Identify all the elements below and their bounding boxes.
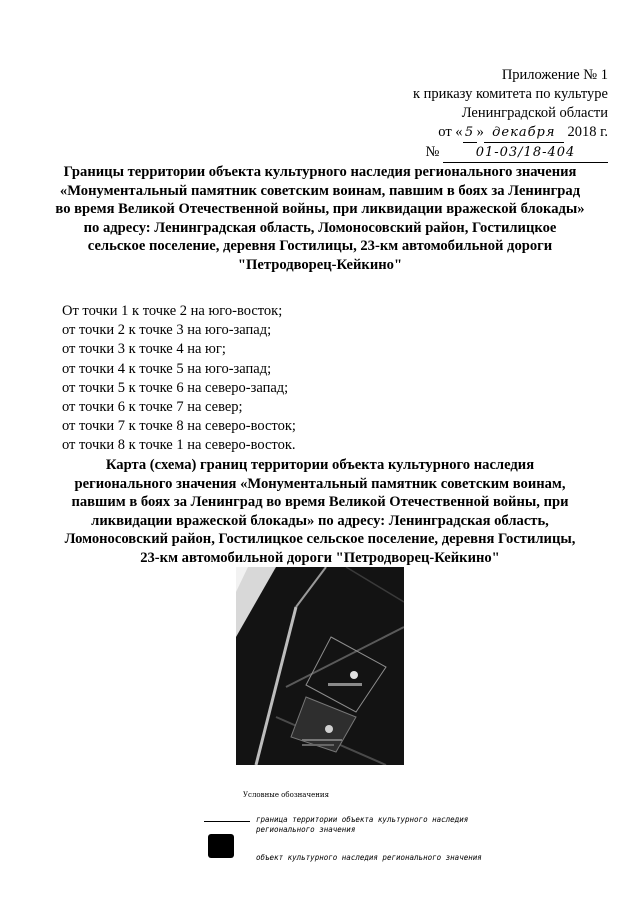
boundary-line-symbol <box>204 821 250 822</box>
map-title <box>40 456 600 567</box>
title-line: по адресу: Ленинградская область, Ломоносовский район, Гостилицкое <box>83 219 557 236</box>
list-item: от точки 4 к точке 5 на юго-запад; <box>62 360 272 377</box>
legend-label: регионального значения <box>256 825 356 834</box>
order-number-value: 01-03/18-404 <box>443 143 608 163</box>
list-item: от точки 6 к точке 7 на север; <box>62 399 243 416</box>
legend-item-object: объект культурного наследия регионального значения <box>256 853 482 862</box>
legend-heading: Условные обозначения <box>243 791 330 799</box>
order-number: № 01-03/18-404 <box>413 143 608 163</box>
order-reference: к приказу комитета по культуре <box>412 86 608 102</box>
date-month: декабря <box>484 123 564 143</box>
heritage-object-symbol <box>208 834 234 858</box>
list-item: от точки 2 к точке 3 на юго-запад; <box>62 322 272 339</box>
map-title-line: регионального значения «Монументальный памятник советским воинам, <box>74 475 566 492</box>
list-item: от точки 3 к точке 4 на юг; <box>62 341 226 358</box>
appendix-header <box>413 66 608 163</box>
map-title-line: Ломоносовский район, Гостилицкое сельское поселение, деревня Гостилицы, <box>64 531 576 547</box>
title-line: "Петродворец-Кейкино" <box>237 256 403 273</box>
title-line: сельское поселение, деревня Гостилицы, 23-км автомобильной дороги <box>87 238 553 254</box>
list-item: От точки 1 к точке 2 на юго-восток; <box>62 303 283 319</box>
map-title-line: ликвидации вражеской блокады» по адресу: Ленинградская область, <box>91 512 549 529</box>
title-line: «Монументальный памятник советским воинам, павшим в боях за Ленинград <box>59 182 581 199</box>
map-image <box>236 567 404 765</box>
map-title-line: 23-км автомобильной дороги "Петродворец-Кейкино" <box>140 549 500 566</box>
legend-label: граница территории объекта культурного наследия <box>256 815 469 824</box>
title-line: во время Великой Отечественной войны, при ликвидации вражеской блокады» <box>55 201 585 217</box>
list-item: от точки 7 к точке 8 на северо-восток; <box>62 418 296 435</box>
map-title-line: павшим в боях за Ленинград во время Великой Отечественной войны, при <box>71 494 569 510</box>
aerial-map-graphic <box>236 567 404 765</box>
document-title <box>40 163 600 274</box>
map-title-line: Карта (схема) границ территории объекта культурного наследия <box>105 457 535 473</box>
date-day: 5 <box>463 123 477 143</box>
boundary-points-list <box>62 302 296 456</box>
title-line: Границы территории объекта культурного наследия регионального значения <box>63 164 577 180</box>
list-item: от точки 5 к точке 6 на северо-запад; <box>62 379 289 396</box>
region-name: Ленинградской области <box>461 105 608 121</box>
list-item: от точки 8 к точке 1 на северо-восток. <box>62 437 296 454</box>
appendix-number: Приложение № 1 <box>501 67 608 83</box>
legend-item-boundary <box>256 815 468 835</box>
order-date: от « 5 » декабря 2018 г. <box>413 123 608 143</box>
